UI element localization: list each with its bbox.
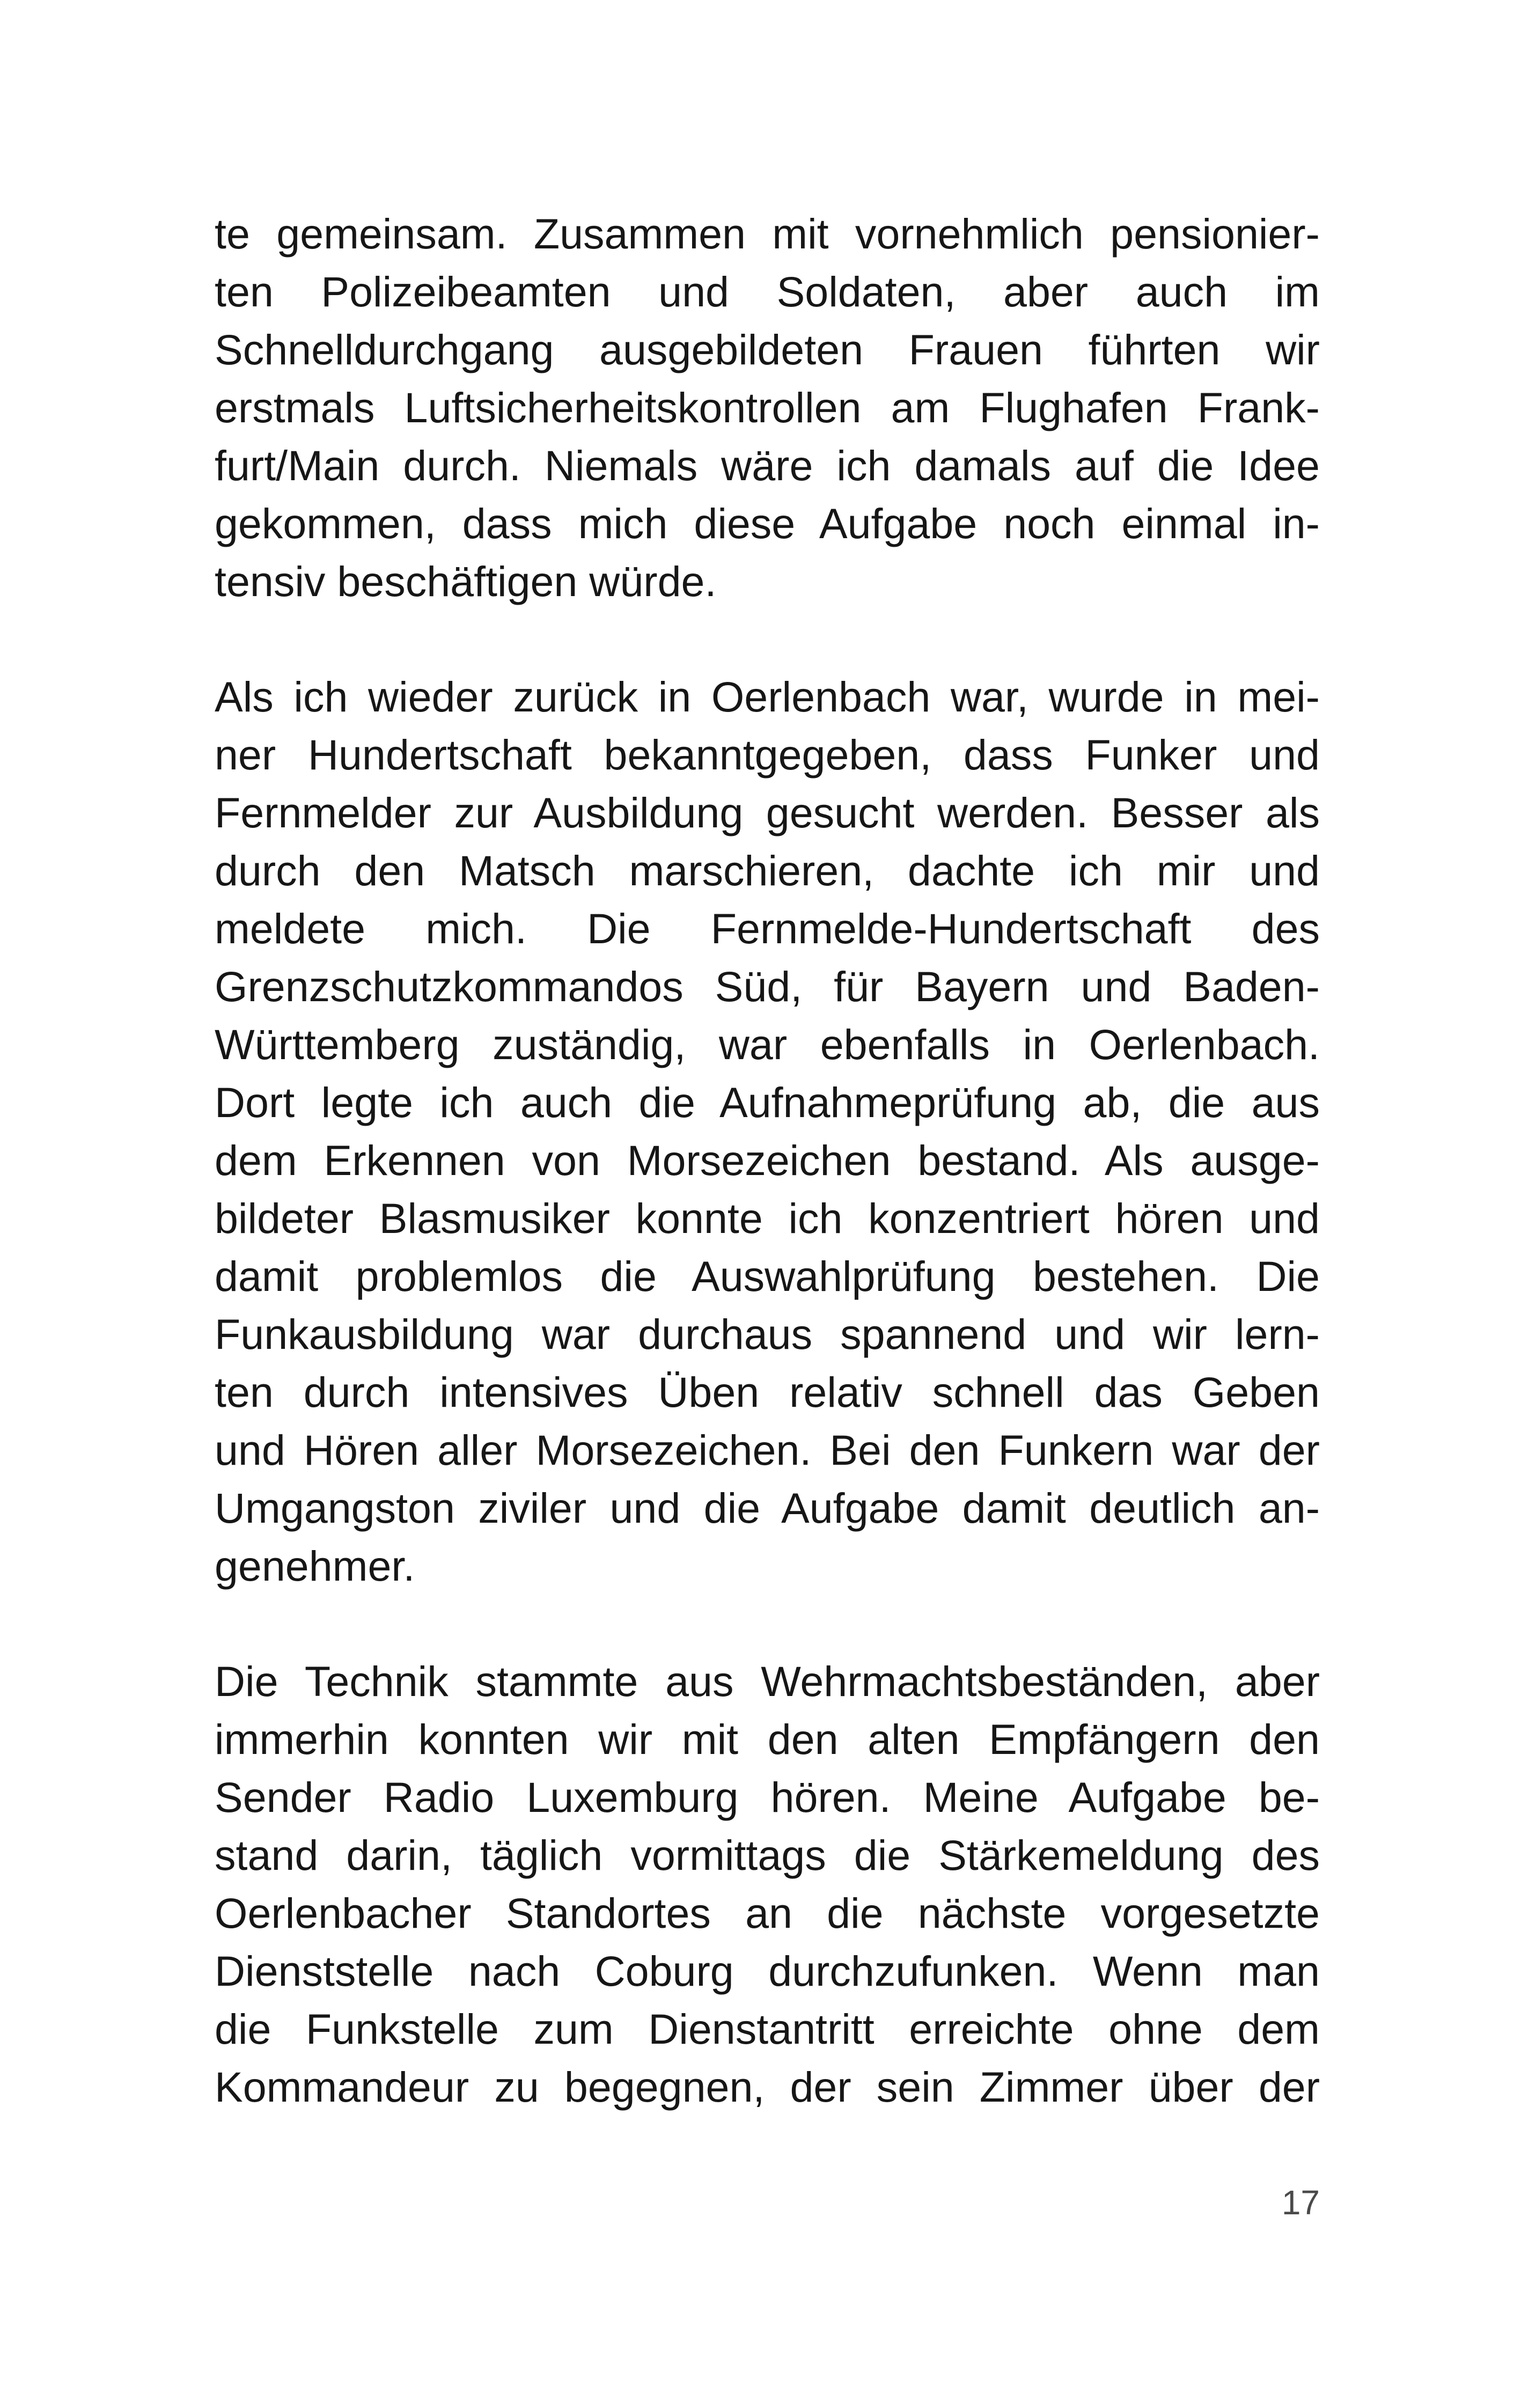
paragraph [215,205,1320,611]
text-line: und Hören aller Morsezeichen. Bei den Funkern war der [215,1426,1320,1474]
text-line: immerhin konnten wir mit den alten Empfängern den [215,1715,1320,1763]
text-line: ten durch intensives Üben relativ schnell das Geben [215,1368,1320,1416]
text-line: Schnelldurchgang ausgebildeten Frauen führten wir [215,326,1320,373]
text-line: Grenzschutzkommandos Süd, für Bayern und Baden- [215,963,1320,1010]
text-line: furt/Main durch. Niemals wäre ich damals auf die Idee [215,442,1320,489]
text-line: Die Technik stammte aus Wehrmachtsbeständen, aber [215,1657,1320,1705]
text-line: bildeter Blasmusiker konnte ich konzentriert hören und [215,1194,1320,1242]
paragraph [215,668,1320,1595]
text-line: Württemberg zuständig, war ebenfalls in Oerlenbach. [215,1021,1320,1068]
text-line: Dienststelle nach Coburg durchzufunken. Wenn man [215,1947,1320,1995]
text-line: Fernmelder zur Ausbildung gesucht werden. Besser als [215,789,1320,836]
text-line: Sender Radio Luxemburg hören. Meine Aufgabe be- [215,1773,1320,1821]
text-line: tensiv beschäftigen würde. [215,557,717,605]
text-line: Umgangston ziviler und die Aufgabe damit deutlich an- [215,1484,1320,1532]
text-line: die Funkstelle zum Dienstantritt erreichte ohne dem [215,2005,1320,2053]
text-line: ten Polizeibeamten und Soldaten, aber auch im [215,268,1320,315]
text-line: erstmals Luftsicherheitskontrollen am Flughafen Frank- [215,384,1320,431]
text-line: Als ich wieder zurück in Oerlenbach war, wurde in mei- [215,673,1320,721]
text-line: dem Erkennen von Morsezeichen bestand. Als ausge- [215,1136,1320,1184]
text-line: ner Hundertschaft bekanntgegeben, dass Funker und [215,731,1320,779]
text-line: Dort legte ich auch die Aufnahmeprüfung ab, die aus [215,1078,1320,1126]
text-line: te gemeinsam. Zusammen mit vornehmlich pensionier- [215,210,1320,258]
paragraph [215,1653,1320,2116]
text-line: durch den Matsch marschieren, dachte ich mir und [215,847,1320,894]
text-line: genehmer. [215,1542,415,1590]
text-line: damit problemlos die Auswahlprüfung bestehen. Die [215,1252,1320,1300]
text-line: meldete mich. Die Fernmelde-Hundertschaft des [215,905,1320,952]
text-line: gekommen, dass mich diese Aufgabe noch einmal in- [215,500,1320,547]
text-line: Funkausbildung war durchaus spannend und wir lern- [215,1310,1320,1358]
text-line: Oerlenbacher Standortes an die nächste vorgesetzte [215,1889,1320,1937]
page-number: 17 [1281,2183,1320,2222]
text-line: stand darin, täglich vormittags die Stärkemeldung des [215,1831,1320,1879]
text-line: Kommandeur zu begegnen, der sein Zimmer über der [215,2063,1320,2111]
